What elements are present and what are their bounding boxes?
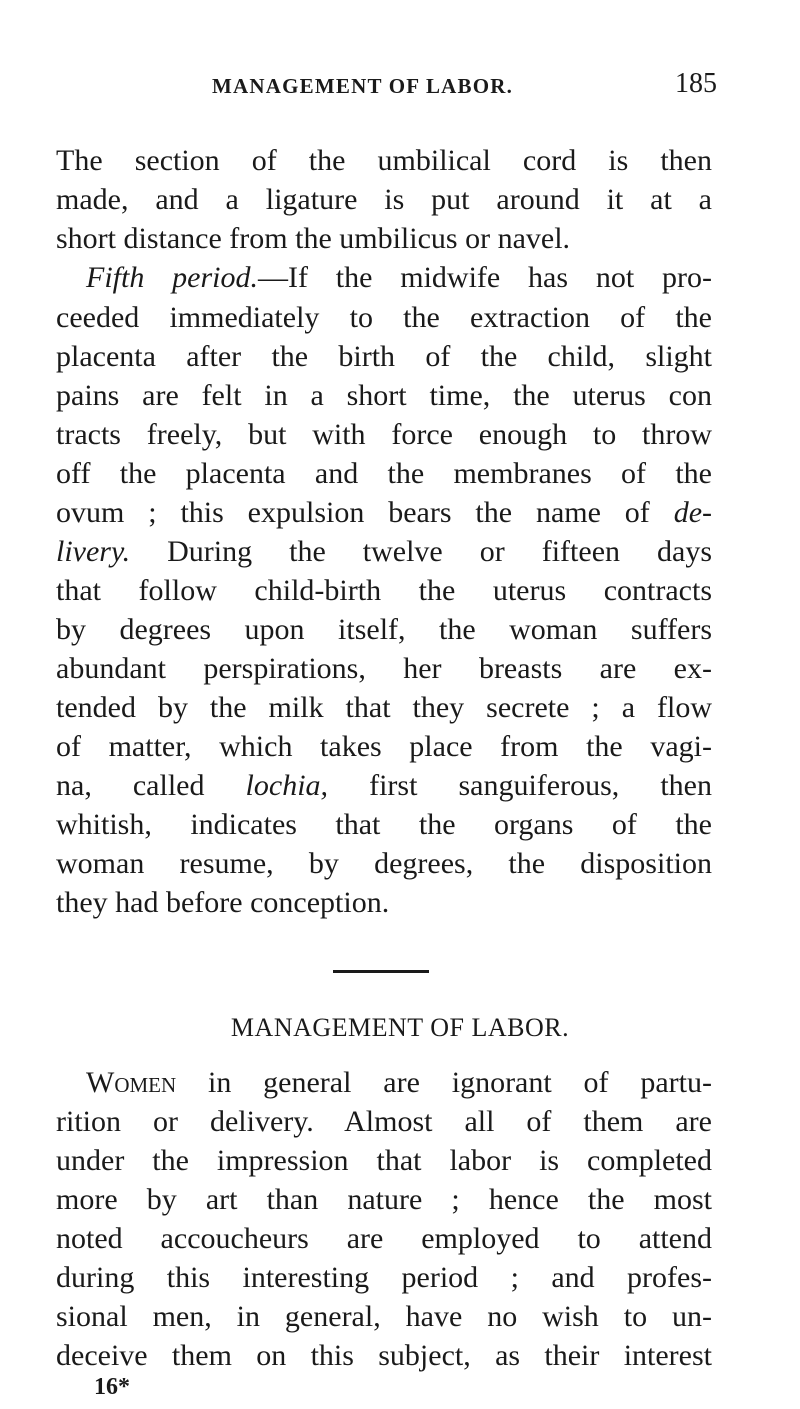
text-line: noted accoucheurs are employed to attend xyxy=(56,1222,712,1255)
text-line: tracts freely, but with force enough to throw xyxy=(56,418,712,451)
text-line xyxy=(86,259,712,297)
text-line: sional men, in general, have no wish to un- xyxy=(56,1300,712,1333)
text-line: by degrees upon itself, the woman suffers xyxy=(56,613,712,646)
text-line: that follow child-birth the uterus contracts xyxy=(56,574,712,607)
italic-term: de- xyxy=(673,496,712,529)
line-text: During the twelve or fifteen days xyxy=(130,535,712,568)
running-head xyxy=(212,68,717,108)
text-line: they had before conception. xyxy=(56,886,390,919)
text-line xyxy=(56,533,712,571)
page-number: 185 xyxy=(675,68,717,99)
text-line: off the placenta and the membranes of the xyxy=(56,457,712,490)
text-line: ceeded immediately to the extraction of the xyxy=(56,301,712,334)
text-line: woman resume, by degrees, the disposition xyxy=(56,847,712,880)
italic-term: lochia, xyxy=(245,769,329,802)
running-title: MANAGEMENT OF LABOR. xyxy=(212,74,514,98)
section-heading: MANAGEMENT OF LABOR. xyxy=(230,1013,570,1042)
text-line: more by art than nature ; hence the most xyxy=(56,1183,712,1216)
text-line: placenta after the birth of the child, slight xyxy=(56,340,712,373)
signature-mark: 16* xyxy=(94,1374,130,1400)
line-text: ovum ; this expulsion bears the name of xyxy=(56,496,674,529)
text-line: tended by the milk that they secrete ; a flow xyxy=(56,691,712,724)
text-line: during this interesting period ; and profes- xyxy=(56,1261,712,1294)
line-text: in general are ignorant of partu- xyxy=(176,1066,712,1099)
text-line: rition or delivery. Almost all of them are xyxy=(56,1105,712,1138)
text-line: deceive them on this subject, as their interest xyxy=(56,1339,712,1372)
text-line: made, and a ligature is put around it at a xyxy=(56,183,712,216)
text-line: abundant perspirations, her breasts are ex- xyxy=(56,652,712,685)
text-line: short distance from the umbilicus or navel. xyxy=(56,222,571,255)
text-line: whitish, indicates that the organs of the xyxy=(56,808,712,841)
small-caps-lead: Women xyxy=(86,1066,177,1099)
text-line: of matter, which takes place from the vagi- xyxy=(56,730,712,763)
text-line: under the impression that labor is completed xyxy=(56,1144,712,1177)
italic-lead: Fifth period. xyxy=(86,261,258,294)
italic-term: livery. xyxy=(56,535,131,568)
text-line xyxy=(56,494,712,532)
separator-rule xyxy=(333,970,429,973)
text-line xyxy=(86,1064,712,1102)
text-line: pains are felt in a short time, the uterus con xyxy=(56,379,712,412)
text-line: The section of the umbilical cord is then xyxy=(56,144,712,177)
line-text: first sanguiferous, then xyxy=(328,769,712,802)
line-text: na, called xyxy=(56,769,246,802)
text-line xyxy=(56,767,712,805)
line-text: —If the midwife has not pro- xyxy=(257,261,712,294)
